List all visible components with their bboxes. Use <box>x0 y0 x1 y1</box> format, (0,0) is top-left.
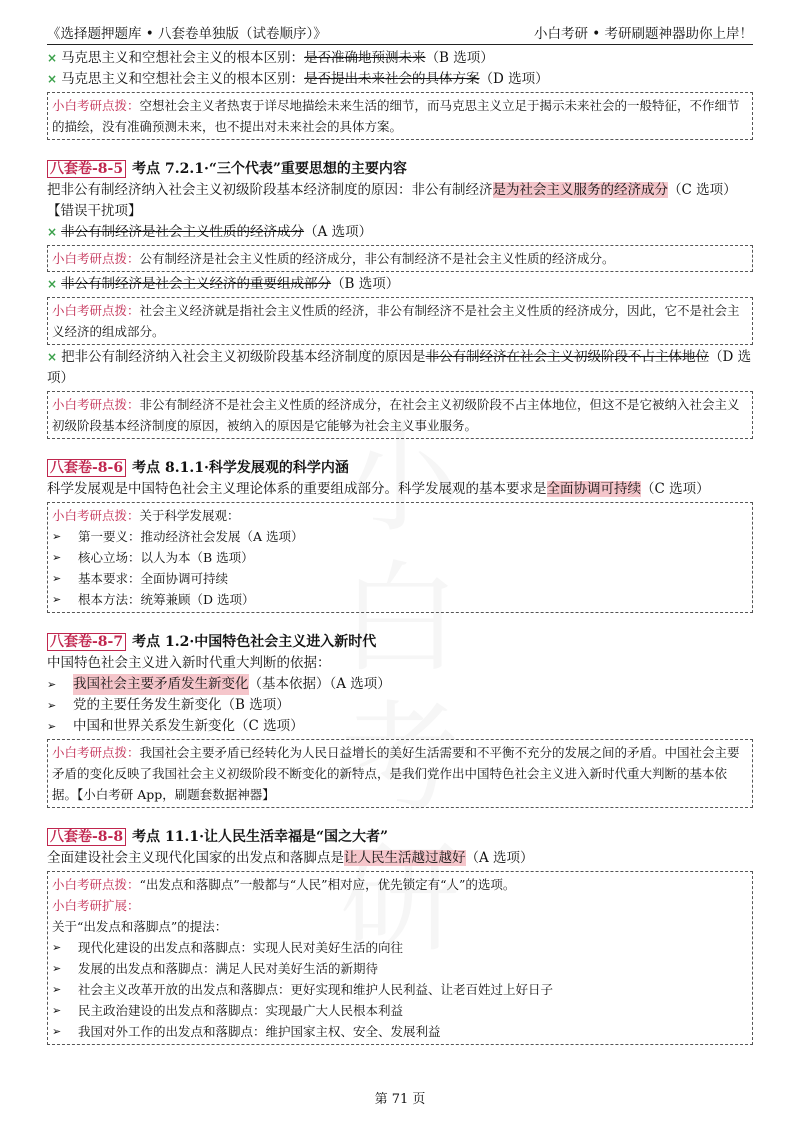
intro-line: 中国特色社会主义进入新时代重大判断的依据： <box>47 655 331 671</box>
distractor-heading: 【错误干扰项】 <box>47 203 142 219</box>
arrow-bullet-icon: ➢ <box>52 962 62 975</box>
list-item: ➢ 现代化建设的出发点和落脚点：实现人民对美好生活的向往 <box>52 937 748 958</box>
section-title-8-6: 八套卷-8-6 考点 8.1.1·科学发展观的科学内涵 <box>47 457 753 479</box>
page-header <box>47 18 753 45</box>
tip-label: 小白考研点拨： <box>52 508 140 523</box>
tip-label: 小白考研点拨： <box>52 397 140 412</box>
list-item: ➢ 根本方法：统筹兼顾（D 选项） <box>52 589 748 610</box>
list-item: ➢ 发展的出发点和落脚点：满足人民对美好生活的新期待 <box>52 958 748 979</box>
extension-label: 小白考研扩展： <box>52 898 140 913</box>
section-title-8-5: 八套卷-8-5 考点 7.2.1·“三个代表”重要思想的主要内容 <box>47 158 753 180</box>
section-tag: 八套卷-8-5 <box>47 160 126 178</box>
tip-label: 小白考研点拨： <box>52 745 140 760</box>
arrow-bullet-icon: ➢ <box>52 1025 62 1038</box>
tip-box <box>47 92 753 140</box>
tip-text: 我国社会主要矛盾已经转化为人民日益增长的美好生活需要和不平衡不充分的发展之间的矛盾。中国社会主要矛盾的变化反映了我国社会主义初级阶段不断变化的新特点，是我们党作出中国特色社会主义进入新时代重大判断的基本依据。【小白考研 App，刷题套数据神器】 <box>52 745 740 802</box>
tip-box: 小白考研点拨：关于科学发展观： ➢ 第一要义：推动经济社会发展（A 选项） ➢ 核心立场：以人为本（B 选项） ➢ 基本要求：全面协调可持续 ➢ 根本方法：统筹兼顾（D 选项） <box>47 502 753 613</box>
arrow-bullet-icon: ➢ <box>47 720 57 733</box>
wrong-option: × 非公有制经济是社会主义性质的经济成分（A 选项） <box>47 224 373 240</box>
tip-box <box>47 739 753 808</box>
cross-icon: × <box>47 350 58 364</box>
tip-box <box>47 245 753 272</box>
tip-label: 小白考研点拨： <box>52 303 140 318</box>
tip-box <box>47 297 753 345</box>
header-title: 《选择题押题库 • 八套卷单独版（试卷顺序）》 <box>47 26 327 42</box>
section-tag: 八套卷-8-8 <box>47 828 126 846</box>
wrong-option: × 非公有制经济是社会主义经济的重要组成部分（B 选项） <box>47 276 400 292</box>
arrow-bullet-icon: ➢ <box>47 678 57 691</box>
cross-icon: × <box>47 72 58 86</box>
list-item: ➢ 中国和世界关系发生新变化（C 选项） <box>47 716 753 737</box>
wrong-option: × 马克思主义和空想社会主义的根本区别：是否准确地预测未来（B 选项） <box>47 50 494 66</box>
wrong-option: × 马克思主义和空想社会主义的根本区别：是否提出未来社会的具体方案（D 选项） <box>47 71 549 87</box>
answer-line: 把非公有制经济纳入社会主义初级阶段基本经济制度的原因：非公有制经济是为社会主义服务的经济成分（C 选项） <box>47 182 737 198</box>
tip-text: 非公有制经济不是社会主义性质的经济成分，在社会主义初级阶段不占主体地位，但这不是它被纳入社会主义初级阶段基本经济制度的原因，被纳入的原因是它能够为社会主义事业服务。 <box>52 397 740 433</box>
arrow-bullet-icon: ➢ <box>52 572 62 585</box>
section-title-8-7: 八套卷-8-7 考点 1.2·中国特色社会主义进入新时代 <box>47 631 753 653</box>
arrow-bullet-icon: ➢ <box>52 983 62 996</box>
list-item: ➢ 基本要求：全面协调可持续 <box>52 568 748 589</box>
tip-label: 小白考研点拨： <box>52 98 140 113</box>
list-item: ➢ 我国社会主要矛盾发生新变化 （基本依据）（A 选项） <box>47 674 753 695</box>
tip-box <box>47 391 753 439</box>
list-item: ➢ 我国对外工作的出发点和落脚点：维护国家主权、安全、发展利益 <box>52 1021 748 1042</box>
section-tag: 八套卷-8-7 <box>47 633 126 651</box>
tip-text: 空想社会主义者热衷于详尽地描绘未来生活的细节，而马克思主义立足于揭示未来社会的一般特征，不作细节的描绘，没有准确预测未来，也不提出对未来社会的具体方案。 <box>52 98 740 134</box>
arrow-bullet-icon: ➢ <box>52 530 62 543</box>
tip-text: 公有制经济是社会主义性质的经济成分，非公有制经济不是社会主义性质的经济成分。 <box>139 251 615 266</box>
tip-text: 社会主义经济就是指社会主义性质的经济，非公有制经济不是社会主义性质的经济成分，因此，它不是社会主义经济的组成部分。 <box>52 303 740 339</box>
arrow-bullet-icon: ➢ <box>52 1004 62 1017</box>
answer-line: 全面建设社会主义现代化国家的出发点和落脚点是让人民生活越过越好（A 选项） <box>47 850 534 866</box>
arrow-bullet-icon: ➢ <box>52 941 62 954</box>
list-item: ➢ 社会主义改革开放的出发点和落脚点：更好实现和维护人民利益、让老百姓过上好日子 <box>52 979 748 1000</box>
header-slogan: 小白考研 • 考研刷题神器助你上岸！ <box>533 26 753 42</box>
tip-label: 小白考研点拨： <box>52 251 140 266</box>
list-item: ➢ 党的主要任务发生新变化（B 选项） <box>47 695 753 716</box>
list-item: ➢ 核心立场：以人为本（B 选项） <box>52 547 748 568</box>
list-item: ➢ 民主政治建设的出发点和落脚点：实现最广大人民根本利益 <box>52 1000 748 1021</box>
page-number: 第 71 页 <box>374 1092 426 1107</box>
section-tag: 八套卷-8-6 <box>47 459 126 477</box>
list-item: ➢ 第一要义：推动经济社会发展（A 选项） <box>52 526 748 547</box>
tip-label: 小白考研点拨： <box>52 877 140 892</box>
arrow-bullet-icon: ➢ <box>52 551 62 564</box>
wrong-option: × 把非公有制经济纳入社会主义初级阶段基本经济制度的原因是非公有制经济在社会主义初级阶段不占主体地位（D 选项） <box>47 349 752 386</box>
cross-icon: × <box>47 277 58 291</box>
answer-line: 科学发展观是中国特色社会主义理论体系的重要组成部分。科学发展观的基本要求是全面协调可持续（C 选项） <box>47 481 710 497</box>
cross-icon: × <box>47 225 58 239</box>
arrow-bullet-icon: ➢ <box>52 593 62 606</box>
section-title-8-8: 八套卷-8-8 考点 11.1·让人民生活幸福是“国之大者” <box>47 826 753 848</box>
tip-box: 小白考研点拨：“出发点和落脚点”一般都与“人民”相对应，优先锁定有“人”的选项。 小白考研扩展： 关于“出发点和落脚点”的提法： ➢ 现代化建设的出发点和落脚点：实现人民对美好生活的向往 ➢ 发展的出发点和落脚点：满足人民对美好生活的新期待 ➢ 社会主义改革开放的出发点和落脚点：更好实现和维护人民利益、让老百姓过上好日子 ➢ 民主政治建设的出发点和落脚点：实现最广大人民根本利益 ➢ 我国对外工作的出发点和落脚点：维护国家主权、安全、发展利益 <box>47 871 753 1045</box>
page-content <box>47 48 753 1047</box>
cross-icon: × <box>47 51 58 65</box>
arrow-bullet-icon: ➢ <box>47 699 57 712</box>
